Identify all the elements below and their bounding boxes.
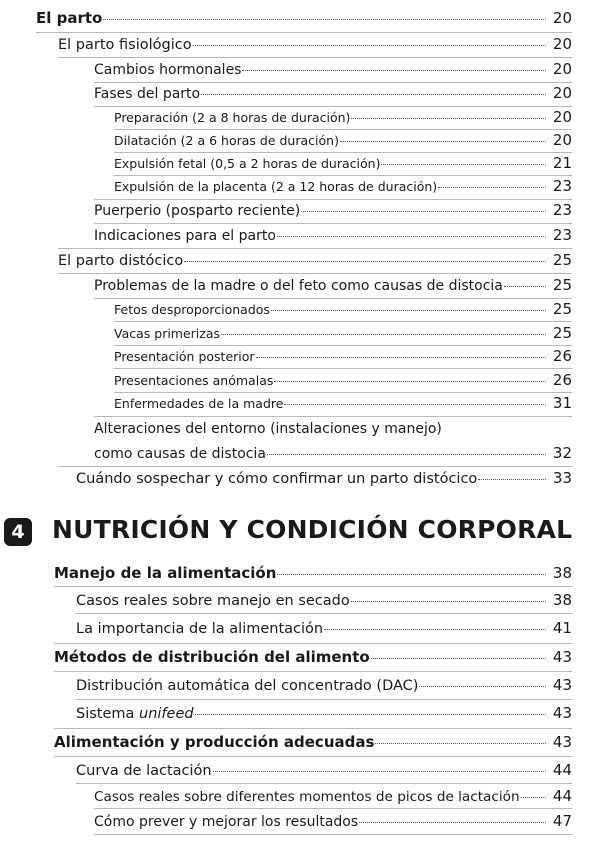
divider <box>76 699 572 700</box>
toc-entry-page: 25 <box>552 324 572 342</box>
toc-entry[interactable] <box>94 276 572 294</box>
toc-entry-page: 41 <box>552 619 572 637</box>
leader-dots <box>193 45 546 46</box>
toc-entry-title: Vacas primerizas <box>114 326 221 341</box>
toc-entry-page: 23 <box>552 177 572 195</box>
toc-entry[interactable] <box>114 371 572 389</box>
leader-dots <box>221 334 546 335</box>
leader-dots <box>184 261 546 262</box>
toc-entry[interactable] <box>114 108 572 126</box>
divider <box>114 321 572 322</box>
toc-entry-title: Fetos desproporcionados <box>114 302 270 317</box>
toc-entry-title: Preparación (2 a 8 horas de duración) <box>114 110 351 125</box>
divider <box>54 756 572 757</box>
toc-entry-title: Cambios hormonales <box>94 62 242 78</box>
toc-entry[interactable] <box>114 347 572 365</box>
toc-entry-page: 26 <box>552 371 572 389</box>
leader-dots <box>213 771 546 772</box>
toc-entry[interactable] <box>54 648 572 666</box>
toc-entry-title: Problemas de la madre o del feto como causas de distocia <box>94 278 503 294</box>
toc-entry-page: 23 <box>552 201 572 219</box>
toc-entry-title: Enfermedades de la madre <box>114 396 284 411</box>
toc-entry[interactable] <box>54 564 572 582</box>
toc-entry-title: El parto <box>36 9 103 27</box>
toc-entry-title: Presentación posterior <box>114 349 255 364</box>
toc-entry-title-line1: Alteraciones del entorno (instalaciones y manejo) <box>94 421 442 437</box>
toc-entry-title-italic: unifeed <box>139 706 194 722</box>
toc-entry-title: El parto distócico <box>58 253 184 269</box>
leader-dots <box>277 236 546 237</box>
toc-entry-page: 26 <box>552 347 572 365</box>
leader-dots <box>284 404 546 405</box>
toc-entry-page: 38 <box>552 591 572 609</box>
toc-entry-page: 23 <box>552 226 572 244</box>
toc-entry[interactable] <box>114 131 572 149</box>
toc-entry-title: Curva de lactación <box>76 763 212 779</box>
leader-dots <box>438 187 546 188</box>
leader-dots <box>504 286 546 287</box>
toc-entry-title: Puerperio (posparto reciente) <box>94 203 301 219</box>
toc-entry[interactable] <box>114 300 572 318</box>
divider <box>76 783 572 784</box>
toc-entry-title: Distribución automática del concentrado (DAC) <box>76 678 419 694</box>
toc-entry[interactable] <box>94 60 572 78</box>
leader-dots <box>195 714 546 715</box>
toc-entry-page: 20 <box>552 9 572 27</box>
leader-dots <box>324 629 546 630</box>
toc-entry[interactable] <box>114 177 572 195</box>
toc-entry[interactable] <box>76 591 572 609</box>
leader-dots <box>271 310 546 311</box>
toc-entry-title: Presentaciones anómalas <box>114 373 274 388</box>
toc-entry[interactable] <box>94 226 572 244</box>
divider <box>58 273 572 274</box>
toc-entry[interactable] <box>114 324 572 342</box>
toc-entry-title: Casos reales sobre diferentes momentos de picos de lactación <box>94 789 520 805</box>
leader-dots <box>381 164 546 165</box>
toc-entry-page: 43 <box>552 733 572 751</box>
toc-entry-page: 20 <box>552 108 572 126</box>
toc-entry-page: 25 <box>552 300 572 318</box>
toc-entry[interactable] <box>58 35 572 53</box>
toc-entry[interactable] <box>58 251 572 269</box>
toc-entry-title: Expulsión de la placenta (2 a 12 horas de duración) <box>114 179 438 194</box>
divider <box>76 613 572 614</box>
toc-entry-page: 20 <box>552 35 572 53</box>
toc-entry-title <box>76 706 194 722</box>
divider <box>94 298 572 299</box>
toc-entry-page: 33 <box>552 469 572 487</box>
toc-entry-title: Casos reales sobre manejo en secado <box>76 593 350 609</box>
leader-dots <box>521 797 546 798</box>
leader-dots <box>375 743 546 744</box>
toc-entry-title: Manejo de la alimentación <box>54 564 277 582</box>
toc-entry-title: Expulsión fetal (0,5 a 2 horas de duración) <box>114 156 381 171</box>
toc-entry-page: 44 <box>552 787 572 805</box>
toc-entry[interactable] <box>94 787 572 805</box>
leader-dots <box>267 454 546 455</box>
toc-entry[interactable] <box>76 469 572 487</box>
toc-entry-title-text: Sistema <box>76 706 140 722</box>
divider <box>94 199 572 200</box>
divider <box>94 82 572 83</box>
toc-entry-title: Indicaciones para el parto <box>94 228 276 244</box>
toc-entry-page: 21 <box>552 154 572 172</box>
leader-dots <box>359 822 546 823</box>
toc-entry-title: Alimentación y producción adecuadas <box>54 733 375 751</box>
toc-entry-title: Cuándo sospechar y cómo confirmar un parto distócico <box>76 471 478 487</box>
divider <box>94 416 572 417</box>
divider <box>114 175 572 176</box>
toc-entry-page: 25 <box>552 251 572 269</box>
toc-entry[interactable] <box>76 704 572 722</box>
toc-entry[interactable] <box>94 812 572 830</box>
leader-dots <box>351 601 546 602</box>
leader-dots <box>351 118 546 119</box>
divider <box>114 129 572 130</box>
toc-entry-title: Fases del parto <box>94 86 201 102</box>
leader-dots <box>419 686 546 687</box>
toc-entry-page: 43 <box>552 704 572 722</box>
toc-entry-page: 20 <box>552 60 572 78</box>
divider <box>58 248 572 249</box>
divider <box>36 32 572 33</box>
chapter-title: NUTRICIÓN Y CONDICIÓN CORPORAL <box>52 515 573 544</box>
divider <box>114 152 572 153</box>
toc-entry-page: 38 <box>552 564 572 582</box>
divider <box>54 586 572 587</box>
divider <box>58 57 572 58</box>
leader-dots <box>201 94 546 95</box>
toc-entry-title: como causas de distocia <box>94 446 266 462</box>
divider <box>114 345 572 346</box>
toc-entry[interactable] <box>36 9 572 27</box>
divider <box>54 671 572 672</box>
divider <box>94 223 572 224</box>
divider <box>94 834 572 835</box>
toc-entry-title: Métodos de distribución del alimento <box>54 648 370 666</box>
divider <box>54 728 572 729</box>
toc-entry-page: 43 <box>552 676 572 694</box>
toc-entry[interactable] <box>94 84 572 102</box>
toc-entry-title: Dilatación (2 a 6 horas de duración) <box>114 133 339 148</box>
leader-dots <box>478 479 546 480</box>
toc-entry[interactable] <box>54 733 572 751</box>
divider <box>54 643 572 644</box>
toc-entry-title: El parto fisiológico <box>58 37 192 53</box>
toc-entry-page: 20 <box>552 84 572 102</box>
leader-dots <box>340 141 546 142</box>
toc-entry-page: 44 <box>552 761 572 779</box>
leader-dots <box>242 70 546 71</box>
toc-entry-page: 47 <box>552 812 572 830</box>
divider <box>114 368 572 369</box>
divider <box>58 466 572 467</box>
leader-dots <box>256 357 546 358</box>
divider <box>94 106 572 107</box>
toc-entry-page: 31 <box>552 394 572 412</box>
leader-dots <box>301 211 546 212</box>
toc-entry-page: 32 <box>552 444 572 462</box>
toc-entry[interactable] <box>114 394 572 412</box>
toc-entry[interactable] <box>114 154 572 172</box>
leader-dots <box>274 381 546 382</box>
divider <box>94 808 572 809</box>
toc-entry-page: 25 <box>552 276 572 294</box>
divider <box>114 392 572 393</box>
toc-entry[interactable] <box>76 676 572 694</box>
leader-dots <box>103 19 546 20</box>
toc-entry-page: 20 <box>552 131 572 149</box>
toc-entry[interactable] <box>76 761 572 779</box>
chapter-number-badge: 4 <box>4 518 32 546</box>
leader-dots <box>371 658 546 659</box>
toc-entry[interactable] <box>94 201 572 219</box>
toc-entry[interactable] <box>94 444 572 462</box>
leader-dots <box>277 574 546 575</box>
toc-entry-title: Cómo prever y mejorar los resultados <box>94 814 359 830</box>
toc-entry[interactable] <box>76 619 572 637</box>
toc-entry-page: 43 <box>552 648 572 666</box>
toc-entry-title: La importancia de la alimentación <box>76 621 324 637</box>
